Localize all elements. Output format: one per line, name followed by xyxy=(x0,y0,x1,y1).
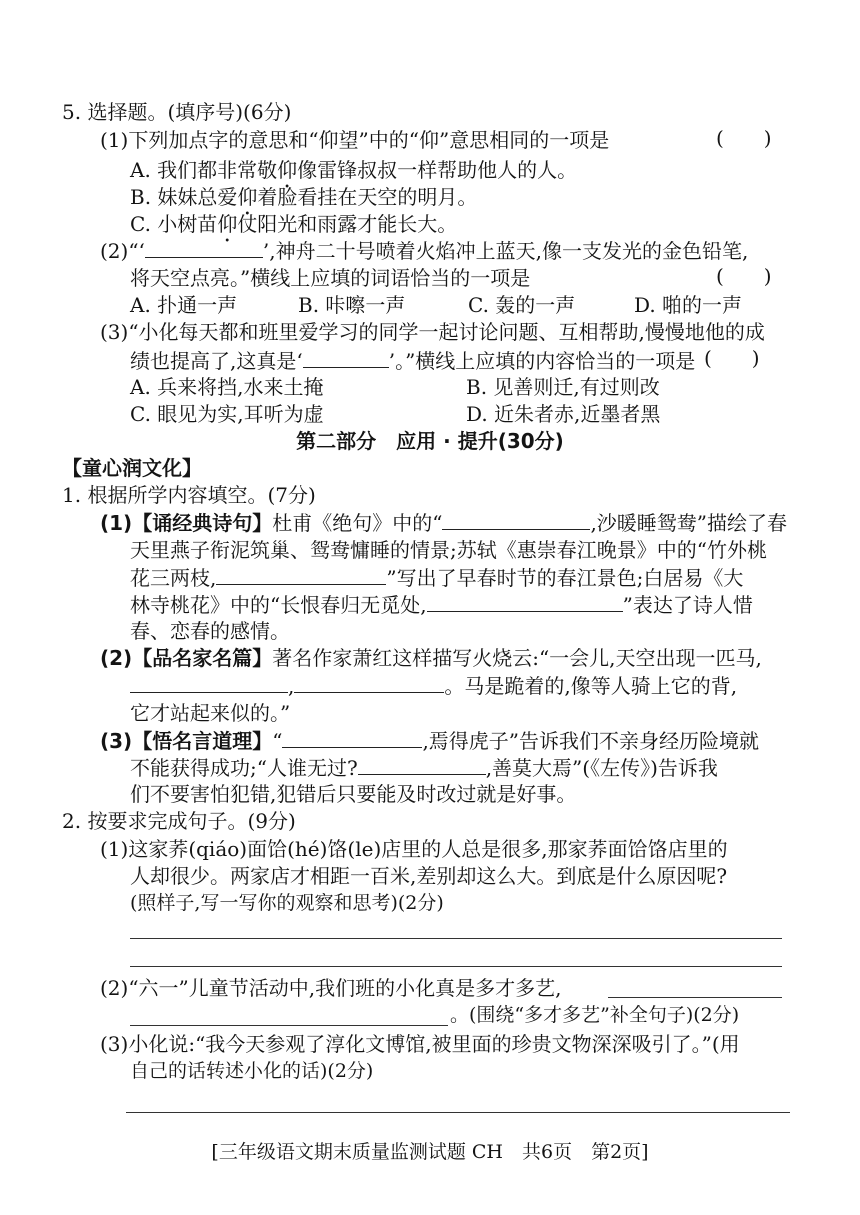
q1-3-line1: (3)【悟名言道理】“ ,焉得虎子”告诉我们不亲身经历险境就 xyxy=(100,729,760,753)
q5-2-answer-paren[interactable]: ( ) xyxy=(716,264,772,288)
q2-3-line1: (3)小化说:“我今天参观了淳化文博馆,被里面的珍贵文物深深吸引了。”(用 xyxy=(100,1032,740,1056)
q5-3-answer-paren[interactable]: ( ) xyxy=(704,346,760,370)
q5-2-blank[interactable] xyxy=(145,237,263,258)
q2-title: 2. 按要求完成句子。(9分) xyxy=(62,809,296,833)
q2-3-line2: 自己的话转述小化的话)(2分) xyxy=(130,1060,374,1082)
q2-1-line1: (1)这家荞(qiáo)面饸(hé)饹(le)店里的人总是很多,那家荞面饸饹店里的 xyxy=(100,837,728,861)
q5-3-option-d: D. 近朱者赤,近墨者黑 xyxy=(466,402,661,426)
q5-1-stem: (1)下列加点字的意思和“仰望”中的“仰”意思相同的一项是 xyxy=(100,128,610,152)
q5-3-line1: (3)“小化每天都和班里爱学习的同学一起讨论问题、互相帮助,慢慢地他的成 xyxy=(100,320,765,344)
q1-1-blank-2[interactable] xyxy=(216,564,386,585)
q5-1-option-a: A. 我们都非常敬仰像雷锋叔叔一样帮助他人的人。 xyxy=(130,158,578,182)
q1-3-blank-1[interactable] xyxy=(282,727,422,748)
q1-2-blank-2[interactable] xyxy=(294,672,444,693)
q2-2-line1: (2)“六一”儿童节活动中,我们班的小化真是多才多艺, xyxy=(100,976,562,1000)
q1-1-line2: 天里燕子衔泥筑巢、鸳鸯慵睡的情景;苏轼《惠崇春江晚景》中的“竹外桃 xyxy=(130,538,767,562)
q2-3-answer-line[interactable] xyxy=(126,1112,790,1113)
q1-2-line1: (2)【品名家名篇】著名作家萧红这样描写火烧云:“一会儿,天空出现一匹马, xyxy=(100,646,762,670)
q5-title: 5. 选择题。(填序号)(6分) xyxy=(62,100,292,124)
q1-1-line3: 花三两枝, ”写出了早春时节的春江景色;白居易《大 xyxy=(130,566,744,590)
q5-3-option-a: A. 兵来将挡,水来土掩 xyxy=(130,375,324,399)
section-heading: 【童心润文化】 xyxy=(62,456,202,480)
q2-1-line2: 人却很少。两家店才相距一百米,差别却这么大。到底是什么原因呢? xyxy=(130,864,728,888)
q5-3-option-b: B. 见善则迁,有过则改 xyxy=(466,375,660,399)
q5-2-line1: (2)“‘ ’,神舟二十号喷着火焰冲上蓝天,像一支发光的金色铅笔, xyxy=(100,239,749,263)
q5-1-answer-paren[interactable]: ( ) xyxy=(716,126,772,150)
part2-heading: 第二部分 应用 · 提升(30分) xyxy=(296,429,564,453)
q1-2-line2: , 。马是跪着的,像等人骑上它的背, xyxy=(130,672,737,699)
q2-1-answer-line-1[interactable] xyxy=(130,938,782,939)
q5-2-line2: 将天空点亮。”横线上应填的词语恰当的一项是 xyxy=(130,266,531,290)
q1-3-line2: 不能获得成功;“人谁无过? ,善莫大焉”(《左传》)告诉我 xyxy=(130,756,718,780)
q1-1-blank-1[interactable] xyxy=(442,509,590,530)
q5-2-option-b: B. 咔嚓一声 xyxy=(298,293,406,317)
q5-3-option-c: C. 眼见为实,耳听为虚 xyxy=(130,402,324,426)
q1-title: 1. 根据所学内容填空。(7分) xyxy=(62,483,316,507)
q1-2-blank-1[interactable] xyxy=(130,672,288,693)
q5-3-blank[interactable] xyxy=(303,347,389,368)
q1-1-line5: 春、恋春的感情。 xyxy=(130,619,290,643)
page-footer: [三年级语文期末质量监测试题 CH 共6页 第2页] xyxy=(211,1141,649,1163)
q5-2-option-a: A. 扑通一声 xyxy=(130,293,238,317)
q2-1-answer-line-2[interactable] xyxy=(130,966,782,967)
q5-3-line2: 绩也提高了,这真是‘ ’。”横线上应填的内容恰当的一项是 xyxy=(130,349,696,373)
q5-1-option-b: B. 妹妹总爱仰着脸看挂在天空的明月。 xyxy=(130,185,478,209)
q1-2-line3: 它才站起来似的。” xyxy=(130,701,291,725)
q2-2-blank-end[interactable] xyxy=(608,997,782,998)
q1-1-blank-3[interactable] xyxy=(427,591,623,612)
q5-2-option-d: D. 啪的一声 xyxy=(634,293,743,317)
q5-2-option-c: C. 轰的一声 xyxy=(468,293,576,317)
q1-3-line3: 们不要害怕犯错,犯错后只要能及时改过就是好事。 xyxy=(130,782,577,806)
q2-2-blank-start[interactable] xyxy=(130,1025,448,1026)
q1-1-line4: 林寺桃花》中的“长恨春归无觅处, ”表达了诗人惜 xyxy=(130,593,753,617)
q5-1-option-c: C. 小树苗仰仗阳光和雨露才能长大。 xyxy=(130,212,458,236)
q2-2-line2: 。(围绕“多才多艺”补全句子)(2分) xyxy=(450,1004,740,1026)
q1-3-blank-2[interactable] xyxy=(358,754,486,775)
q1-1-line1: (1)【诵经典诗句】杜甫《绝句》中的“ ,沙暖睡鸳鸯”描绘了春 xyxy=(100,511,788,535)
q2-1-line3: (照样子,写一写你的观察和思考)(2分) xyxy=(130,892,444,914)
